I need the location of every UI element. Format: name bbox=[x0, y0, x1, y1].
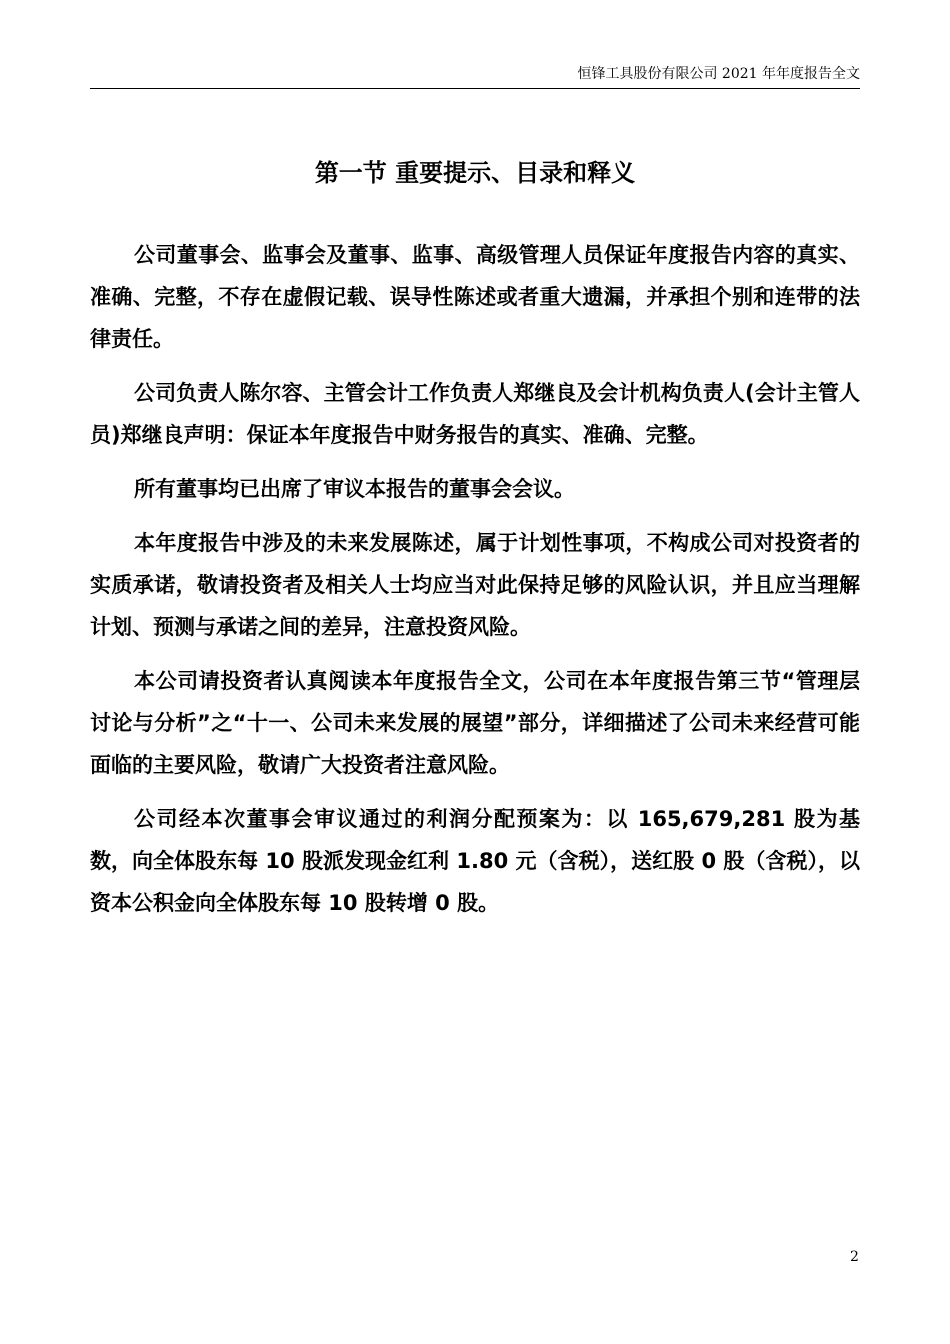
paragraph-board-attendance: 所有董事均已出席了审议本报告的董事会会议。 bbox=[134, 477, 575, 501]
paragraph-profit-distribution: 公司经本次董事会审议通过的利润分配预案为：以 165,679,281 股为基数，向全体股东每 10 股派发现金红利 1.80 元（含税），送红股 0 股（含税），以资本公积金向全体股东每 10 股转增 0 股。 bbox=[90, 807, 860, 915]
page-header bbox=[90, 64, 860, 89]
header-title: 恒锋工具股份有限公司 2021 年年度报告全文 bbox=[577, 66, 860, 82]
page-number: 2 bbox=[850, 1249, 859, 1265]
paragraph-responsibility-statement: 公司董事会、监事会及董事、监事、高级管理人员保证年度报告内容的真实、准确、完整，不存在虚假记载、误导性陈述或者重大遗漏，并承担个别和连带的法律责任。 bbox=[90, 243, 860, 351]
section-title: 第一节 重要提示、目录和释义 bbox=[314, 159, 636, 187]
paragraph-risk-notice: 本公司请投资者认真阅读本年度报告全文，公司在本年度报告第三节“管理层讨论与分析”之“十一、公司未来发展的展望”部分，详细描述了公司未来经营可能面临的主要风险，敬请广大投资者注意风险。 bbox=[90, 669, 860, 777]
body-text bbox=[90, 234, 860, 936]
paragraph-financial-declaration: 公司负责人陈尔容、主管会计工作负责人郑继良及会计机构负责人(会计主管人员)郑继良声明：保证本年度报告中财务报告的真实、准确、完整。 bbox=[90, 381, 860, 447]
paragraph-forward-looking: 本年度报告中涉及的未来发展陈述，属于计划性事项，不构成公司对投资者的实质承诺，敬请投资者及相关人士均应当对此保持足够的风险认识，并且应当理解计划、预测与承诺之间的差异，注意投资风险。 bbox=[90, 531, 860, 639]
